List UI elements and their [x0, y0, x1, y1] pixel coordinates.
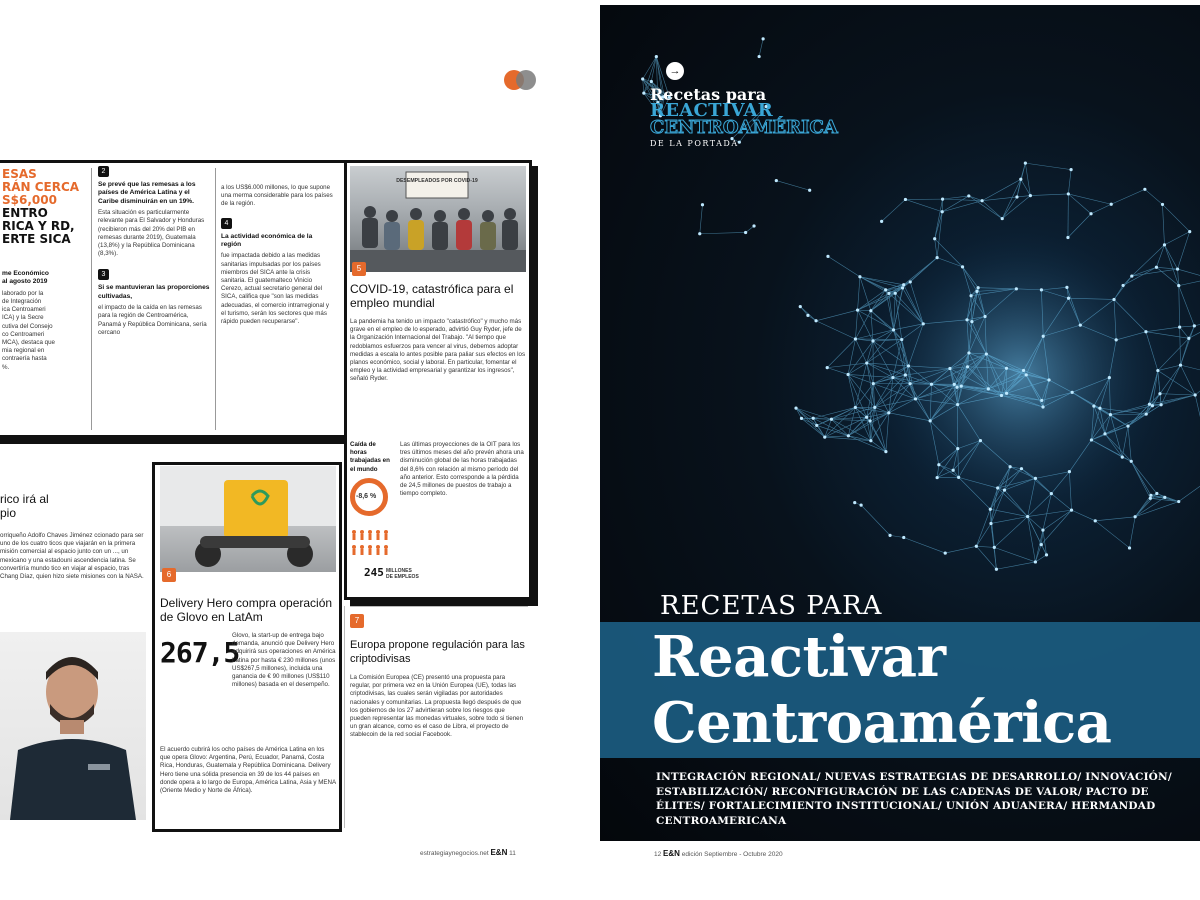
remesas-column-1 [2, 168, 88, 372]
left-page-footer [420, 848, 516, 857]
crypto-story-title: Europa propone regulación para las criptodivisas [350, 639, 525, 665]
remesas-item-text: el impacto de la caída en las remesas para la región de Centroamérica, Panamá y República Dominicana, sería cercano [98, 304, 207, 336]
scooter-illustration [160, 466, 336, 572]
cover-section-kicker [650, 87, 838, 148]
covid-jobs-value: 245 [364, 566, 384, 579]
column-divider [344, 606, 345, 828]
arrow-right-icon: → [666, 62, 684, 80]
remesas-item-bold: Si se mantuvieran las proporciones cultivadas, [98, 284, 210, 300]
footer-brand: E&N [490, 848, 508, 857]
story-number-tag: 6 [162, 568, 176, 582]
column-divider [215, 168, 216, 430]
covid-story-title: COVID-19, catastrófica para el empleo mundial [350, 282, 514, 310]
astronaut-portrait-photo [0, 632, 146, 820]
glovo-story-text-2: El acuerdo cubrirá los ocho países de América Latina en los que opera Glovo: Argentina, Perú, Ecuador, Panamá, Costa Rica, Honduras, Guatemala y República Dominicana. Delivery Hero tiene una sólida presencia en 39 de los 44 países en donde opera a lo largo de Europa, América Latina, Asia y MENA (Oriente Medio y Norte de África). [160, 746, 336, 795]
covid-gauge-value: -8,6 % [356, 493, 377, 500]
cover-pretitle: RECETAS PARA [660, 591, 883, 621]
protest-photo [350, 166, 526, 272]
covid-gauge-caption: Caída de horas trabajadas en el mundo [350, 441, 390, 473]
right-page-footer [654, 849, 783, 858]
crypto-story-text: La Comisión Europea (CE) presentó una propuesta para regular, por primera vez en la Unión Europea (UE), todas las criptodivisas, las cuales serán vigiladas por autoridades nacionales y comunitarias. La propuesta llegó después de que los gobiernos de los 27 advirtieran sobre los riesgos que pueden representar las monedas virtuales, sobre todo si tienen un gran alcance, como es el caso de Libra, el proyecto de stablecoin de la red social Facebook. [350, 674, 524, 739]
footer-edition: edición Septiembre - Octubre 2020 [681, 851, 783, 858]
section-divider [350, 606, 528, 607]
footer-page-number: 11 [509, 850, 516, 857]
glovo-delivery-photo [160, 466, 336, 572]
page-marker-dots [504, 70, 544, 90]
item-number-badge: 2 [98, 166, 109, 177]
remesas-headline-orange: ESAS RÁN CERCA S$6,000 [2, 167, 80, 207]
covid-jobs-caption: MILLONES DE EMPLEOS [386, 568, 419, 580]
cover-title-line-1: Reactivar [652, 624, 946, 690]
astro-story-text: orriqueño Adolfo Chaves Jiménez ccionado para ser uno de los cuatro ticos que viajarán en la primera misión comercial al espacio junto con un ..., un mexicano y una estadouni ascendencia latina. Se convertiría mundo tico en viajar al espacio, tras Chang Díaz, quien hizo siete misiones con la NASA. [0, 532, 144, 581]
remesas-column-2 [98, 166, 210, 340]
covid-story-text: La pandemia ha tenido un impacto "catastrófico" y mucho más grave en el empleo de lo esperado, advirtió Guy Ryder, jefe de la Organización Internacional del Trabajo. "Al tiempo que redoblamos esfuerzos para vencer al virus, debemos adoptar medidas a escala lo antes posible para paliar sus efectos en los planos económico, social y laboral. En particular, fomentar el empleo y la actividad empresarial y garantizar los ingresos", señaló Ryder. [350, 318, 526, 383]
remesas-item-text: Esta situación es particularmente relevante para El Salvador y Honduras (recibieron más del 20% del PIB en remesas durante 2019), Guatemala (13,8%) y la República Dominicana (8,3%). [98, 209, 205, 258]
remesas-item-text: a los US$6.000 millones, lo que supone una merma considerable para los países de la región. [221, 184, 333, 208]
remesas-intro-bold: me Económico al agosto 2019 [2, 270, 49, 286]
item-number-badge: 4 [221, 218, 232, 229]
remesas-item-bold: La actividad económica de la región [221, 232, 313, 249]
remesas-intro-text: laborado por la de Integración ica Centroameri ICA) y la Secre cutiva del Consejo co Centroameri MCA), destaca que mia regional en contraería hasta %. [2, 289, 55, 371]
portrait-illustration [0, 632, 146, 820]
covid-story-text-2: Las últimas proyecciones de la OIT para los tres últimos meses del año prevén ahora una disminución global de las horas trabajadas del 8,6% con relación al mismo período del año anterior. Esto corresponde a la pérdida de 24,5 millones de puestos de trabajo a tiempo completo. [400, 441, 524, 498]
glovo-key-number: 267,5 [160, 636, 240, 669]
cover-page [600, 5, 1200, 841]
story-number-tag: 5 [352, 262, 366, 276]
item-number-badge: 3 [98, 269, 109, 280]
protest-photo-illustration [350, 166, 526, 272]
glovo-story-title: Delivery Hero compra operación de Glovo en LatAm [160, 596, 333, 624]
remesas-item-text: fue impactada debido a las medidas sanitarias impulsadas por los países miembros del SICA ante la crisis sanitaria. El guatemalteco Vinicio Cerezo, actual secretario general del SICA, califica que "son las medidas adecuadas, el comercio intrarregional y el turismo, serán los sectores que más rápido pueden recuperarse". [221, 252, 329, 326]
remesas-item-bold: Se prevé que las remesas a los países de América Latina y el Caribe disminuirán en un 19%. [98, 181, 196, 205]
footer-page-number: 12 [654, 851, 662, 858]
cover-topics-list: INTEGRACIÓN REGIONAL/ NUEVAS ESTRATEGIAS DE DESARROLLO/ INNOVACIÓN/ ESTABILIZACIÓN/ RECONFIGURACIÓN DE LAS CADENAS DE VALOR/ PACTO DE ÉLITES/ FORTALECIMIENTO INSTITUCIONAL/ UNIÓN ADUANERA/ HERMANDAD CENTROAMERICANA [656, 771, 1172, 827]
left-magazine-page [0, 0, 560, 900]
footer-brand: E&N [663, 849, 680, 858]
kicker-line-4: DE LA PORTADA [650, 139, 739, 148]
kicker-line-3: CENTROAMÉRICA [650, 117, 838, 138]
cover-title-line-2: Centroamérica [652, 690, 1112, 756]
kicker-line-1: Recetas para [650, 85, 767, 104]
remesas-headline-black: ENTRO RICA Y RD, ERTE SICA [2, 206, 75, 246]
story-number-tag: 7 [350, 614, 364, 628]
glovo-story-text: Glovo, la start-up de entrega bajo demanda, anunció que Delivery Hero adquirirá sus operaciones en América Latina por hasta € 230 millones (unos US$267,5 millones), incluida una ganancia de € 90 millones (US$110 millones) basada en el desempeño. [232, 632, 336, 689]
astro-story-title: rico irá al pio [0, 492, 49, 520]
kicker-line-2: REACTIVAR [650, 100, 773, 121]
column-divider [91, 168, 92, 430]
remesas-column-3 [221, 184, 333, 329]
protest-sign-text: DESEMPLEADOS POR COVID-19 [396, 178, 478, 184]
footer-website: estrategiaynegocios.net [420, 850, 489, 857]
worker-people-icon [350, 528, 394, 562]
gray-dot-icon [516, 70, 536, 90]
